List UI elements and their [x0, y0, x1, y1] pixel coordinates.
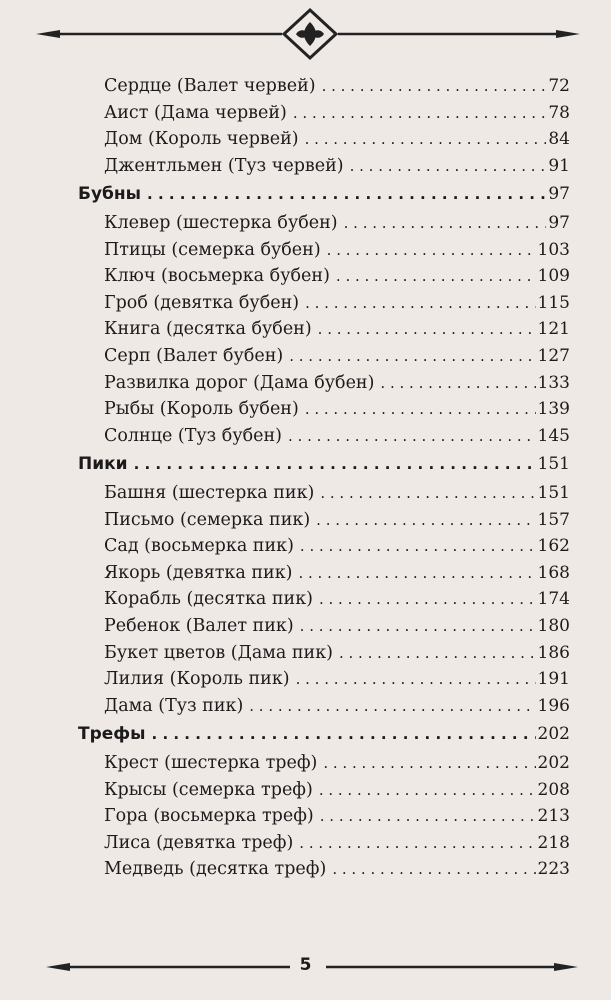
toc-title: Джентльмен (Туз червей)	[104, 155, 344, 176]
toc-entry	[104, 76, 570, 102]
dot-leader	[299, 834, 535, 852]
dot-leader	[249, 697, 535, 715]
dot-leader	[322, 77, 547, 95]
dot-leader	[332, 860, 535, 878]
toc-page-number: 196	[537, 695, 570, 716]
dot-leader	[288, 427, 536, 445]
toc-entry	[104, 696, 570, 722]
toc-entry	[104, 833, 570, 859]
dot-leader	[350, 157, 547, 175]
toc-title: Лилия (Король пик)	[104, 669, 290, 690]
toc-section	[78, 724, 570, 750]
toc-entry	[104, 669, 570, 695]
dot-leader	[318, 320, 536, 338]
toc-entry	[104, 346, 570, 372]
dot-leader	[289, 347, 535, 365]
dot-leader	[147, 185, 546, 203]
toc-entry	[104, 293, 570, 319]
toc-title: Гора (восьмерка треф)	[104, 806, 314, 827]
toc-page-number: 127	[537, 346, 570, 366]
dot-leader	[152, 725, 536, 743]
dot-leader	[344, 214, 547, 232]
toc-title: Якорь (девятка пик)	[104, 562, 293, 583]
dot-leader	[319, 590, 536, 608]
toc-title: Развилка дорог (Дама бубен)	[104, 372, 375, 393]
dot-leader	[300, 617, 536, 635]
toc-title: Письмо (семерка пик)	[104, 509, 311, 530]
toc-page-number: 103	[537, 239, 570, 260]
toc-page-number: 180	[537, 616, 570, 636]
toc-entry	[104, 643, 570, 669]
toc-page-number: 115	[537, 292, 570, 313]
toc-page-number: 223	[537, 859, 570, 880]
toc-section	[78, 454, 570, 480]
toc-title: Корабль (десятка пик)	[104, 589, 313, 610]
toc-page-number: 157	[537, 509, 570, 530]
dot-leader	[320, 807, 536, 825]
toc-entry	[104, 780, 570, 806]
toc-entry	[104, 373, 570, 399]
toc-entry	[104, 213, 570, 239]
toc-section	[78, 184, 570, 210]
toc-entry	[104, 266, 570, 292]
dot-leader	[298, 564, 535, 582]
dot-leader	[134, 455, 536, 473]
toc-page-number: 218	[537, 832, 570, 853]
toc-title: Сад (восьмерка пик)	[104, 536, 294, 557]
toc-page-number: 133	[537, 372, 570, 393]
toc-entry	[104, 129, 570, 155]
toc-page-number: 202	[537, 753, 570, 773]
dot-leader	[380, 374, 535, 392]
toc-title: Птицы (семерка бубен)	[104, 239, 321, 260]
dot-leader	[323, 754, 535, 772]
toc-title: Ребенок (Валет пик)	[104, 616, 294, 636]
toc-entry	[104, 589, 570, 615]
toc-entry	[104, 510, 570, 536]
toc-title: Серп (Валет бубен)	[104, 346, 284, 366]
toc-page-number: 202	[537, 724, 570, 745]
dot-leader	[305, 400, 536, 418]
toc-title: Башня (шестерка пик)	[104, 483, 315, 503]
toc-entry	[104, 806, 570, 832]
toc-title: Лиса (девятка треф)	[104, 832, 294, 853]
toc-title: Гроб (девятка бубен)	[104, 292, 300, 313]
dot-leader	[293, 104, 546, 122]
toc-page-number: 151	[537, 454, 570, 475]
toc-page-number: 213	[537, 806, 570, 827]
toc-title: Солнце (Туз бубен)	[104, 425, 282, 446]
toc-entry	[104, 616, 570, 642]
dot-leader	[316, 511, 535, 529]
toc-title: Крест (шестерка треф)	[104, 753, 318, 773]
toc-entry	[104, 859, 570, 885]
toc-page-number: 168	[537, 562, 570, 583]
toc-title: Трефы	[78, 724, 146, 745]
toc-page-number: 186	[537, 642, 570, 663]
toc-title: Пики	[78, 454, 128, 475]
toc-page-number: 97	[548, 213, 570, 233]
toc-title: Книга (десятка бубен)	[104, 319, 312, 340]
toc-title: Ключ (восьмерка бубен)	[104, 266, 330, 287]
dot-leader	[300, 537, 536, 555]
toc-page-number: 97	[548, 184, 570, 205]
toc-entry	[104, 103, 570, 129]
toc-entry	[104, 483, 570, 509]
toc-page-number: 121	[537, 319, 570, 340]
dot-leader	[339, 644, 536, 662]
toc-title: Сердце (Валет червей)	[104, 76, 316, 96]
toc-title: Дама (Туз пик)	[104, 695, 244, 716]
toc-entry	[104, 240, 570, 266]
toc-entry	[104, 426, 570, 452]
toc-page-number: 174	[537, 589, 570, 610]
dot-leader	[336, 267, 536, 285]
dot-leader	[327, 241, 536, 259]
toc-page-number: 84	[548, 129, 570, 150]
toc-entry	[104, 536, 570, 562]
dot-leader	[319, 781, 536, 799]
toc-entry	[104, 319, 570, 345]
page-number: 5	[299, 955, 312, 975]
dot-leader	[296, 670, 536, 688]
toc-title: Рыбы (Король бубен)	[104, 399, 299, 420]
toc-title: Клевер (шестерка бубен)	[104, 213, 338, 233]
toc-title: Бубны	[78, 184, 142, 205]
dot-leader	[305, 130, 547, 148]
toc-entry	[104, 399, 570, 425]
toc-entry	[104, 563, 570, 589]
toc-title: Букет цветов (Дама пик)	[104, 642, 333, 663]
toc-page-number: 208	[537, 779, 570, 800]
toc-entry	[104, 753, 570, 779]
dot-leader	[305, 294, 535, 312]
toc-title: Медведь (десятка треф)	[104, 859, 327, 880]
top-ornament	[0, 0, 611, 70]
toc-page-number: 145	[537, 425, 570, 446]
toc-page-number: 109	[537, 266, 570, 287]
toc-page-number: 72	[548, 76, 570, 96]
toc-title: Дом (Король червей)	[104, 129, 299, 150]
toc-title: Крысы (семерка треф)	[104, 779, 313, 800]
toc-page-number: 162	[537, 536, 570, 557]
dot-leader	[320, 484, 535, 502]
toc-page-number: 191	[537, 669, 570, 690]
toc-page-number: 78	[548, 102, 570, 123]
toc-entry	[104, 156, 570, 182]
toc-page-number: 151	[537, 483, 570, 503]
toc-page-number: 91	[548, 155, 570, 176]
toc-page-number: 139	[537, 399, 570, 420]
toc-title: Аист (Дама червей)	[104, 102, 287, 123]
